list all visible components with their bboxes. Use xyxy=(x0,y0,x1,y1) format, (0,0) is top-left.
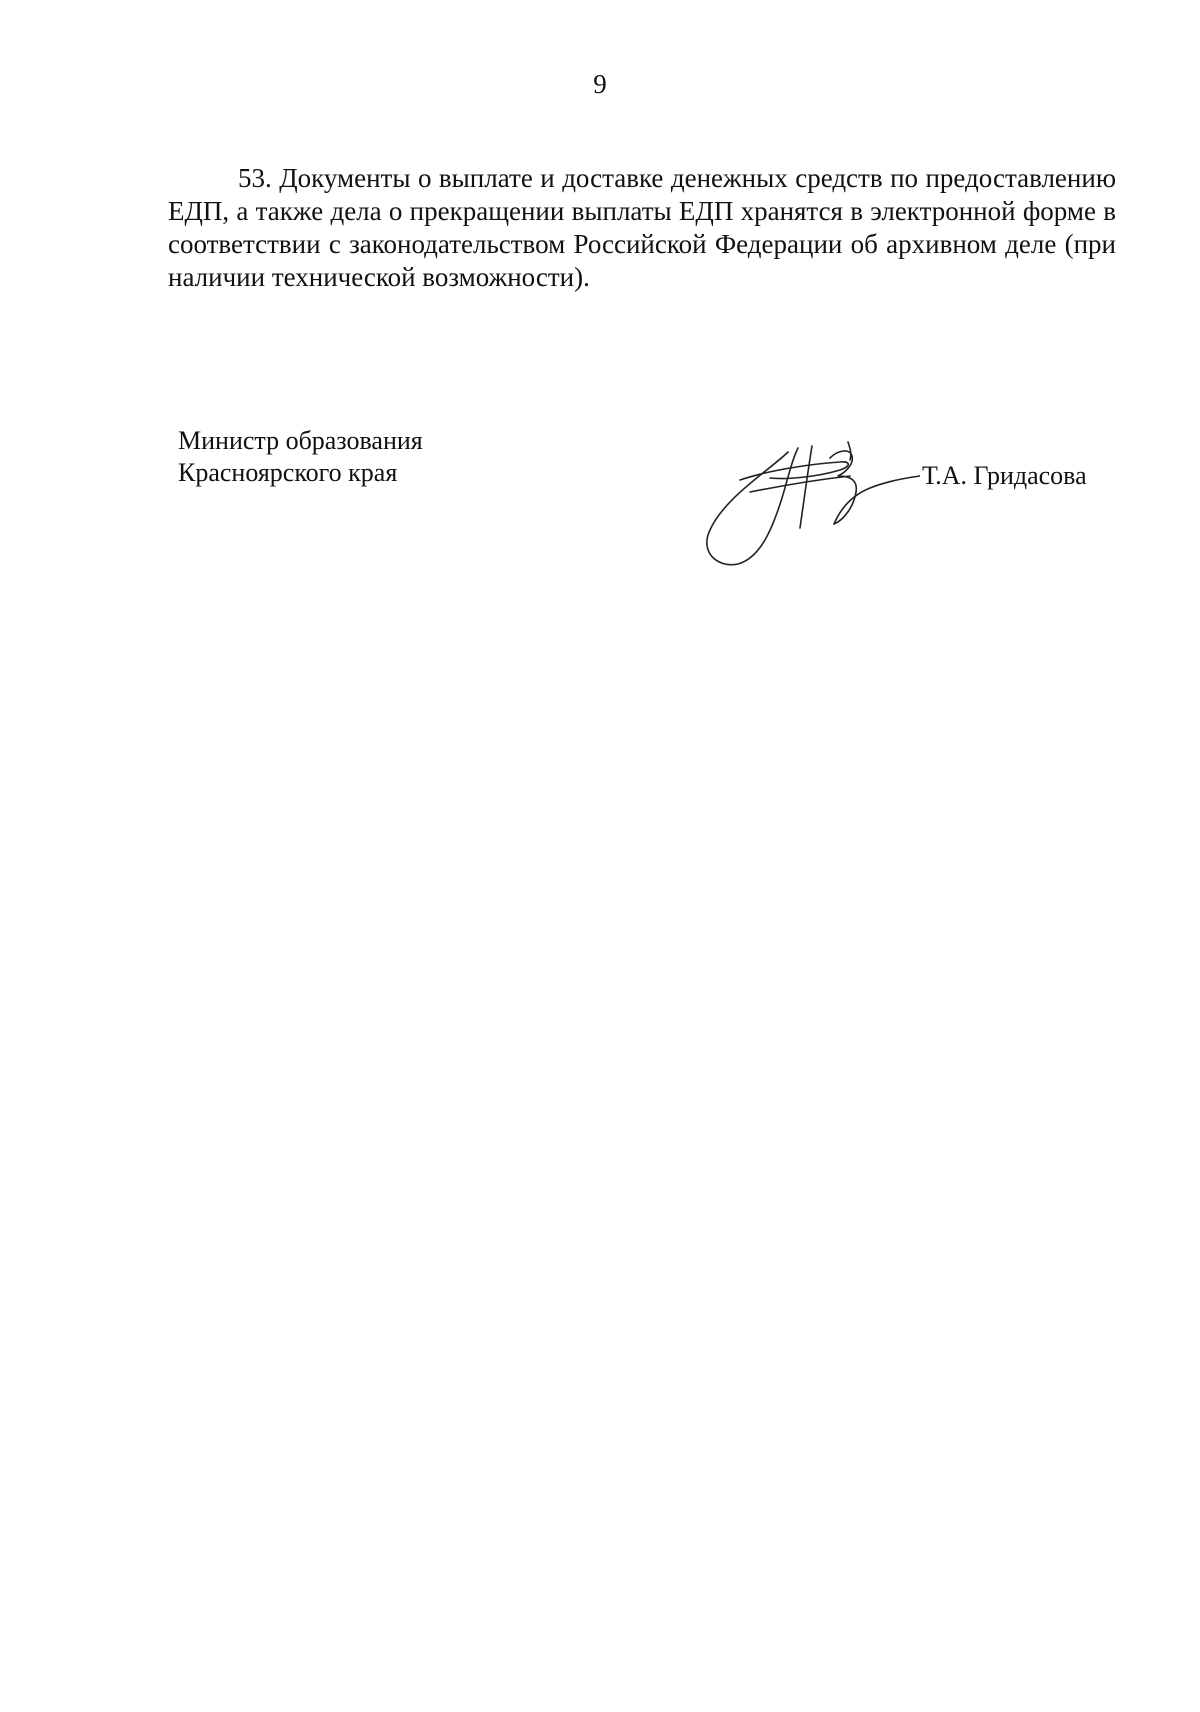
page-number: 9 xyxy=(593,69,607,99)
handwritten-signature xyxy=(700,440,920,570)
signer-position-line-2: Красноярского края xyxy=(178,458,398,487)
paragraph-53: 53. Документы о выплате и доставке денежных средств по предоставлению ЕДП, а также дела о прекращении выплаты ЕДП хранятся в электронной форме в соответствии с законодательством Российской Федерации об архивном деле (при наличии технической возможности). xyxy=(168,163,1116,292)
signer-position xyxy=(178,425,423,489)
signer-position-line-1: Министр образования xyxy=(178,426,423,455)
signer-name: Т.А. Гридасова xyxy=(922,461,1087,490)
